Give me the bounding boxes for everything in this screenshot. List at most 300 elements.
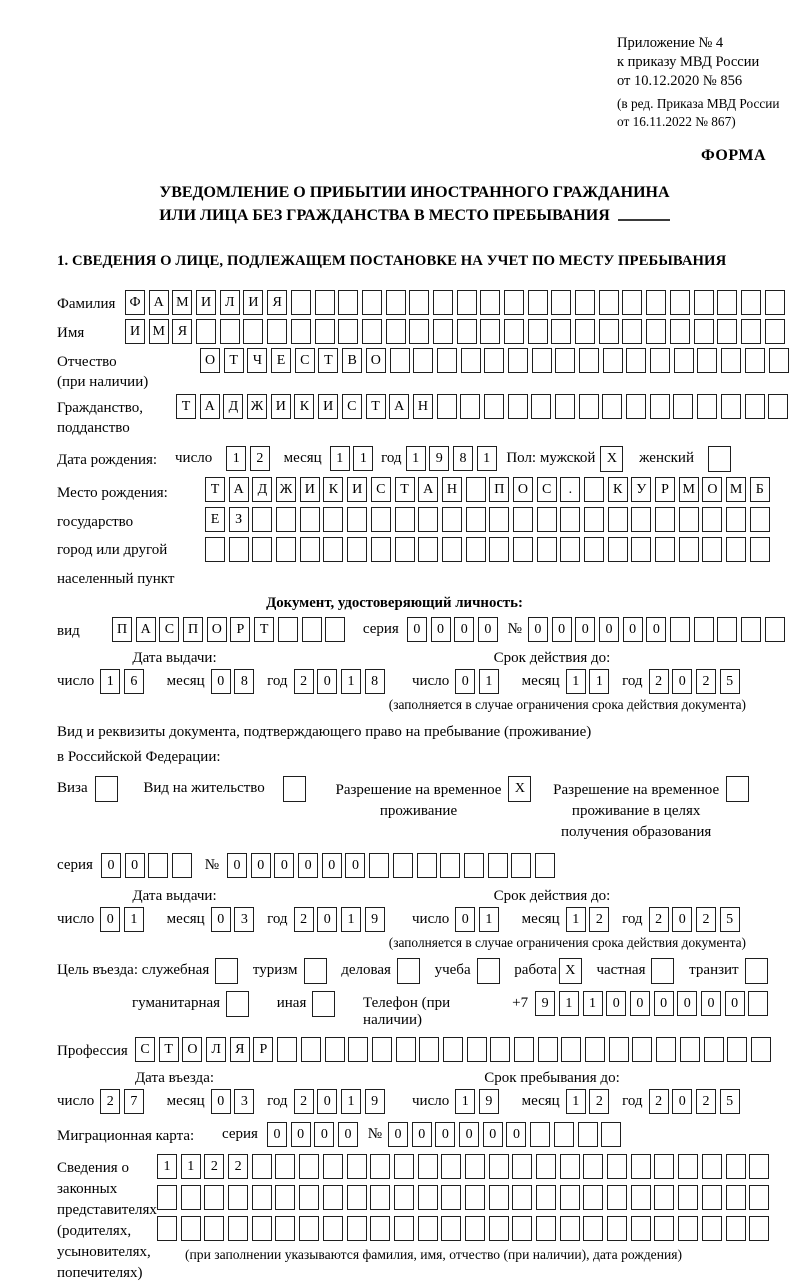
form-cell[interactable]: А — [229, 477, 249, 502]
form-cell[interactable] — [300, 507, 320, 532]
form-cell[interactable]: 0 — [599, 617, 619, 642]
form-cell[interactable] — [646, 319, 666, 344]
form-cell[interactable] — [477, 958, 500, 984]
form-cell[interactable]: О — [200, 348, 220, 373]
form-cell[interactable]: 0 — [412, 1122, 432, 1147]
form-cell[interactable] — [608, 507, 628, 532]
form-cell[interactable] — [323, 1154, 343, 1179]
form-cell[interactable] — [765, 617, 785, 642]
form-cell[interactable] — [409, 290, 429, 315]
form-cell[interactable] — [196, 319, 216, 344]
form-cell[interactable]: А — [389, 394, 409, 419]
form-cell[interactable] — [560, 507, 580, 532]
form-cell[interactable]: 3 — [234, 907, 254, 932]
form-cell[interactable] — [650, 348, 670, 373]
form-cell[interactable] — [694, 319, 714, 344]
form-cell[interactable]: 0 — [677, 991, 697, 1016]
form-cell[interactable] — [674, 348, 694, 373]
form-cell[interactable]: 2 — [294, 669, 314, 694]
form-cell[interactable]: А — [136, 617, 156, 642]
form-cell[interactable] — [583, 1154, 603, 1179]
form-cell[interactable] — [390, 348, 410, 373]
form-cell[interactable] — [215, 958, 238, 984]
form-cell[interactable]: Т — [318, 348, 338, 373]
form-cell[interactable] — [654, 1185, 674, 1210]
form-cell[interactable] — [315, 290, 335, 315]
form-cell[interactable]: 1 — [226, 446, 246, 471]
form-cell[interactable] — [252, 537, 272, 562]
form-cell[interactable] — [726, 507, 746, 532]
form-cell[interactable] — [678, 1185, 698, 1210]
form-cell[interactable]: 5 — [720, 907, 740, 932]
form-cell[interactable]: X — [559, 958, 582, 984]
form-cell[interactable] — [599, 290, 619, 315]
form-cell[interactable] — [511, 853, 531, 878]
form-cell[interactable]: 9 — [429, 446, 449, 471]
form-cell[interactable] — [749, 1216, 769, 1241]
form-cell[interactable] — [437, 394, 457, 419]
form-cell[interactable]: С — [295, 348, 315, 373]
form-cell[interactable]: 2 — [228, 1154, 248, 1179]
form-cell[interactable]: М — [149, 319, 169, 344]
form-cell[interactable] — [622, 290, 642, 315]
form-cell[interactable] — [465, 1216, 485, 1241]
form-cell[interactable] — [299, 1185, 319, 1210]
form-cell[interactable] — [466, 477, 486, 502]
form-cell[interactable] — [466, 507, 486, 532]
form-cell[interactable] — [347, 1185, 367, 1210]
form-cell[interactable] — [650, 394, 670, 419]
form-cell[interactable] — [536, 1154, 556, 1179]
form-cell[interactable]: О — [513, 477, 533, 502]
form-cell[interactable] — [157, 1216, 177, 1241]
form-cell[interactable] — [283, 776, 306, 802]
form-cell[interactable]: Н — [442, 477, 462, 502]
form-cell[interactable] — [220, 319, 240, 344]
form-cell[interactable] — [536, 1185, 556, 1210]
form-cell[interactable]: И — [271, 394, 291, 419]
form-cell[interactable] — [466, 537, 486, 562]
form-cell[interactable] — [386, 319, 406, 344]
form-cell[interactable]: 0 — [211, 907, 231, 932]
form-cell[interactable]: Т — [366, 394, 386, 419]
form-cell[interactable] — [626, 394, 646, 419]
form-cell[interactable] — [418, 1216, 438, 1241]
form-cell[interactable] — [551, 319, 571, 344]
form-cell[interactable] — [599, 319, 619, 344]
form-cell[interactable] — [252, 507, 272, 532]
form-cell[interactable]: 0 — [506, 1122, 526, 1147]
form-cell[interactable] — [584, 507, 604, 532]
form-cell[interactable] — [413, 348, 433, 373]
form-cell[interactable] — [607, 1154, 627, 1179]
form-cell[interactable] — [631, 537, 651, 562]
form-cell[interactable] — [418, 1185, 438, 1210]
form-cell[interactable] — [680, 1037, 700, 1062]
form-cell[interactable] — [372, 1037, 392, 1062]
form-cell[interactable]: С — [135, 1037, 155, 1062]
form-cell[interactable] — [148, 853, 168, 878]
form-cell[interactable] — [626, 348, 646, 373]
form-cell[interactable]: 1 — [157, 1154, 177, 1179]
form-cell[interactable] — [751, 1037, 771, 1062]
form-cell[interactable] — [537, 507, 557, 532]
form-cell[interactable]: 2 — [100, 1089, 120, 1114]
form-cell[interactable] — [302, 617, 322, 642]
form-cell[interactable] — [508, 348, 528, 373]
form-cell[interactable] — [513, 537, 533, 562]
form-cell[interactable] — [323, 507, 343, 532]
form-cell[interactable] — [181, 1185, 201, 1210]
form-cell[interactable] — [480, 290, 500, 315]
form-cell[interactable] — [721, 348, 741, 373]
form-cell[interactable]: 2 — [250, 446, 270, 471]
form-cell[interactable] — [490, 1037, 510, 1062]
form-cell[interactable] — [441, 1185, 461, 1210]
form-cell[interactable] — [299, 1154, 319, 1179]
form-cell[interactable] — [631, 1154, 651, 1179]
form-cell[interactable]: К — [323, 477, 343, 502]
form-cell[interactable]: 0 — [454, 617, 474, 642]
form-cell[interactable] — [394, 1216, 414, 1241]
form-cell[interactable]: 2 — [294, 1089, 314, 1114]
form-cell[interactable] — [409, 319, 429, 344]
form-cell[interactable] — [181, 1216, 201, 1241]
form-cell[interactable] — [397, 958, 420, 984]
form-cell[interactable]: Е — [205, 507, 225, 532]
form-cell[interactable] — [702, 507, 722, 532]
form-cell[interactable]: Д — [252, 477, 272, 502]
form-cell[interactable]: 8 — [234, 669, 254, 694]
form-cell[interactable]: 8 — [365, 669, 385, 694]
form-cell[interactable] — [418, 537, 438, 562]
form-cell[interactable] — [300, 537, 320, 562]
form-cell[interactable]: В — [342, 348, 362, 373]
form-cell[interactable] — [702, 537, 722, 562]
form-cell[interactable]: 1 — [479, 907, 499, 932]
form-cell[interactable] — [278, 617, 298, 642]
form-cell[interactable] — [489, 1216, 509, 1241]
form-cell[interactable]: 0 — [317, 1089, 337, 1114]
form-cell[interactable] — [745, 348, 765, 373]
form-cell[interactable] — [670, 319, 690, 344]
form-cell[interactable] — [607, 1216, 627, 1241]
form-cell[interactable] — [745, 394, 765, 419]
form-cell[interactable]: 0 — [630, 991, 650, 1016]
form-cell[interactable]: 0 — [646, 617, 666, 642]
form-cell[interactable]: 0 — [483, 1122, 503, 1147]
form-cell[interactable] — [226, 991, 249, 1017]
form-cell[interactable]: 0 — [317, 669, 337, 694]
form-cell[interactable]: Н — [413, 394, 433, 419]
form-cell[interactable] — [465, 1185, 485, 1210]
form-cell[interactable] — [441, 1216, 461, 1241]
form-cell[interactable]: 5 — [720, 1089, 740, 1114]
form-cell[interactable]: 1 — [566, 669, 586, 694]
form-cell[interactable]: 1 — [341, 1089, 361, 1114]
form-cell[interactable] — [433, 290, 453, 315]
form-cell[interactable]: О — [182, 1037, 202, 1062]
form-cell[interactable] — [323, 1185, 343, 1210]
form-cell[interactable]: 1 — [559, 991, 579, 1016]
form-cell[interactable]: С — [159, 617, 179, 642]
form-cell[interactable]: П — [112, 617, 132, 642]
form-cell[interactable] — [489, 537, 509, 562]
form-cell[interactable] — [418, 1154, 438, 1179]
form-cell[interactable]: 2 — [589, 907, 609, 932]
form-cell[interactable]: 2 — [696, 1089, 716, 1114]
form-cell[interactable] — [583, 1185, 603, 1210]
form-cell[interactable] — [651, 958, 674, 984]
form-cell[interactable] — [489, 1154, 509, 1179]
form-cell[interactable]: 0 — [623, 617, 643, 642]
form-cell[interactable] — [654, 1154, 674, 1179]
form-cell[interactable]: 2 — [649, 907, 669, 932]
form-cell[interactable] — [467, 1037, 487, 1062]
form-cell[interactable]: 0 — [455, 907, 475, 932]
form-cell[interactable] — [532, 348, 552, 373]
form-cell[interactable] — [465, 1154, 485, 1179]
form-cell[interactable] — [561, 1037, 581, 1062]
form-cell[interactable] — [461, 348, 481, 373]
form-cell[interactable]: И — [347, 477, 367, 502]
form-cell[interactable] — [484, 348, 504, 373]
form-cell[interactable] — [575, 319, 595, 344]
form-cell[interactable]: О — [702, 477, 722, 502]
form-cell[interactable] — [504, 290, 524, 315]
form-cell[interactable] — [678, 1216, 698, 1241]
form-cell[interactable] — [204, 1216, 224, 1241]
form-cell[interactable] — [480, 319, 500, 344]
form-cell[interactable]: 0 — [701, 991, 721, 1016]
form-cell[interactable]: Д — [223, 394, 243, 419]
form-cell[interactable]: 0 — [672, 907, 692, 932]
form-cell[interactable] — [277, 1037, 297, 1062]
form-cell[interactable]: К — [294, 394, 314, 419]
form-cell[interactable]: 9 — [535, 991, 555, 1016]
form-cell[interactable] — [721, 394, 741, 419]
form-cell[interactable] — [670, 290, 690, 315]
form-cell[interactable]: Ч — [247, 348, 267, 373]
form-cell[interactable] — [252, 1154, 272, 1179]
form-cell[interactable] — [602, 394, 622, 419]
form-cell[interactable] — [678, 1154, 698, 1179]
form-cell[interactable] — [717, 617, 737, 642]
form-cell[interactable] — [555, 348, 575, 373]
form-cell[interactable] — [348, 1037, 368, 1062]
form-cell[interactable]: 1 — [566, 907, 586, 932]
form-cell[interactable] — [531, 394, 551, 419]
form-cell[interactable]: Т — [176, 394, 196, 419]
form-cell[interactable] — [512, 1216, 532, 1241]
form-cell[interactable]: Т — [159, 1037, 179, 1062]
form-cell[interactable] — [362, 290, 382, 315]
form-cell[interactable] — [741, 290, 761, 315]
form-cell[interactable]: 0 — [101, 853, 121, 878]
form-cell[interactable] — [442, 507, 462, 532]
form-cell[interactable]: 9 — [365, 1089, 385, 1114]
form-cell[interactable] — [646, 290, 666, 315]
form-cell[interactable]: 0 — [606, 991, 626, 1016]
form-cell[interactable]: И — [318, 394, 338, 419]
form-cell[interactable]: . — [560, 477, 580, 502]
form-cell[interactable] — [768, 394, 788, 419]
form-cell[interactable]: И — [243, 290, 263, 315]
form-cell[interactable]: 0 — [211, 669, 231, 694]
form-cell[interactable] — [347, 507, 367, 532]
form-cell[interactable]: А — [418, 477, 438, 502]
form-cell[interactable]: 1 — [100, 669, 120, 694]
form-cell[interactable] — [252, 1216, 272, 1241]
form-cell[interactable] — [535, 853, 555, 878]
form-cell[interactable] — [655, 537, 675, 562]
form-cell[interactable] — [395, 537, 415, 562]
form-cell[interactable] — [484, 394, 504, 419]
form-cell[interactable]: 1 — [330, 446, 350, 471]
form-cell[interactable] — [726, 537, 746, 562]
form-cell[interactable] — [708, 446, 731, 472]
form-cell[interactable] — [741, 319, 761, 344]
form-cell[interactable] — [694, 617, 714, 642]
form-cell[interactable] — [252, 1185, 272, 1210]
form-cell[interactable]: Р — [253, 1037, 273, 1062]
form-cell[interactable] — [508, 394, 528, 419]
form-cell[interactable]: С — [342, 394, 362, 419]
form-cell[interactable] — [528, 319, 548, 344]
form-cell[interactable]: А — [149, 290, 169, 315]
form-cell[interactable] — [347, 537, 367, 562]
form-cell[interactable]: 7 — [124, 1089, 144, 1114]
form-cell[interactable]: 0 — [338, 1122, 358, 1147]
form-cell[interactable] — [748, 991, 768, 1016]
form-cell[interactable] — [488, 853, 508, 878]
form-cell[interactable] — [551, 290, 571, 315]
form-cell[interactable]: 0 — [654, 991, 674, 1016]
form-cell[interactable]: 1 — [455, 1089, 475, 1114]
form-cell[interactable]: Я — [267, 290, 287, 315]
form-cell[interactable] — [347, 1216, 367, 1241]
form-cell[interactable] — [393, 853, 413, 878]
form-cell[interactable] — [323, 537, 343, 562]
form-cell[interactable] — [205, 537, 225, 562]
form-cell[interactable] — [394, 1154, 414, 1179]
form-cell[interactable] — [654, 1216, 674, 1241]
form-cell[interactable]: Я — [172, 319, 192, 344]
form-cell[interactable]: 0 — [459, 1122, 479, 1147]
form-cell[interactable] — [702, 1185, 722, 1210]
form-cell[interactable] — [741, 617, 761, 642]
form-cell[interactable] — [749, 1185, 769, 1210]
form-cell[interactable]: 2 — [589, 1089, 609, 1114]
form-cell[interactable]: Т — [254, 617, 274, 642]
form-cell[interactable] — [299, 1216, 319, 1241]
form-cell[interactable] — [395, 507, 415, 532]
form-cell[interactable]: 0 — [575, 617, 595, 642]
form-cell[interactable] — [694, 290, 714, 315]
form-cell[interactable]: Р — [230, 617, 250, 642]
form-cell[interactable] — [560, 1216, 580, 1241]
form-cell[interactable] — [457, 290, 477, 315]
form-cell[interactable]: 2 — [649, 1089, 669, 1114]
form-cell[interactable] — [702, 1216, 722, 1241]
form-cell[interactable]: 1 — [477, 446, 497, 471]
form-cell[interactable] — [504, 319, 524, 344]
form-cell[interactable]: И — [196, 290, 216, 315]
form-cell[interactable] — [228, 1216, 248, 1241]
form-cell[interactable] — [464, 853, 484, 878]
form-cell[interactable] — [750, 537, 770, 562]
form-cell[interactable]: И — [300, 477, 320, 502]
form-cell[interactable] — [325, 617, 345, 642]
form-cell[interactable]: 0 — [322, 853, 342, 878]
form-cell[interactable] — [603, 348, 623, 373]
form-cell[interactable] — [765, 290, 785, 315]
form-cell[interactable]: К — [608, 477, 628, 502]
form-cell[interactable]: О — [207, 617, 227, 642]
form-cell[interactable] — [622, 319, 642, 344]
form-cell[interactable] — [370, 1216, 390, 1241]
form-cell[interactable] — [512, 1185, 532, 1210]
form-cell[interactable]: 0 — [725, 991, 745, 1016]
form-cell[interactable]: П — [183, 617, 203, 642]
form-cell[interactable] — [276, 537, 296, 562]
form-cell[interactable] — [726, 1216, 746, 1241]
form-cell[interactable] — [631, 1185, 651, 1210]
form-cell[interactable] — [717, 319, 737, 344]
form-cell[interactable] — [394, 1185, 414, 1210]
form-cell[interactable]: 1 — [406, 446, 426, 471]
form-cell[interactable]: М — [679, 477, 699, 502]
form-cell[interactable]: 1 — [583, 991, 603, 1016]
form-cell[interactable]: Е — [271, 348, 291, 373]
form-cell[interactable] — [673, 394, 693, 419]
form-cell[interactable] — [396, 1037, 416, 1062]
form-cell[interactable]: X — [600, 446, 623, 472]
form-cell[interactable]: Ф — [125, 290, 145, 315]
form-cell[interactable]: Т — [205, 477, 225, 502]
form-cell[interactable] — [370, 1185, 390, 1210]
form-cell[interactable]: Т — [395, 477, 415, 502]
form-cell[interactable]: 1 — [479, 669, 499, 694]
form-cell[interactable] — [315, 319, 335, 344]
form-cell[interactable] — [697, 394, 717, 419]
form-cell[interactable] — [440, 853, 460, 878]
form-cell[interactable] — [631, 1216, 651, 1241]
form-cell[interactable] — [441, 1154, 461, 1179]
form-cell[interactable] — [418, 507, 438, 532]
form-cell[interactable]: 1 — [566, 1089, 586, 1114]
form-cell[interactable]: Л — [220, 290, 240, 315]
form-cell[interactable] — [538, 1037, 558, 1062]
form-cell[interactable]: 0 — [552, 617, 572, 642]
form-cell[interactable] — [442, 537, 462, 562]
form-cell[interactable] — [371, 537, 391, 562]
form-cell[interactable] — [489, 507, 509, 532]
form-cell[interactable] — [514, 1037, 534, 1062]
form-cell[interactable]: З — [229, 507, 249, 532]
form-cell[interactable]: 0 — [455, 669, 475, 694]
form-cell[interactable]: X — [508, 776, 531, 802]
form-cell[interactable] — [579, 394, 599, 419]
form-cell[interactable] — [386, 290, 406, 315]
form-cell[interactable] — [537, 537, 557, 562]
form-cell[interactable]: С — [371, 477, 391, 502]
form-cell[interactable]: Л — [206, 1037, 226, 1062]
form-cell[interactable] — [437, 348, 457, 373]
form-cell[interactable] — [727, 1037, 747, 1062]
form-cell[interactable]: 6 — [124, 669, 144, 694]
form-cell[interactable] — [512, 1154, 532, 1179]
